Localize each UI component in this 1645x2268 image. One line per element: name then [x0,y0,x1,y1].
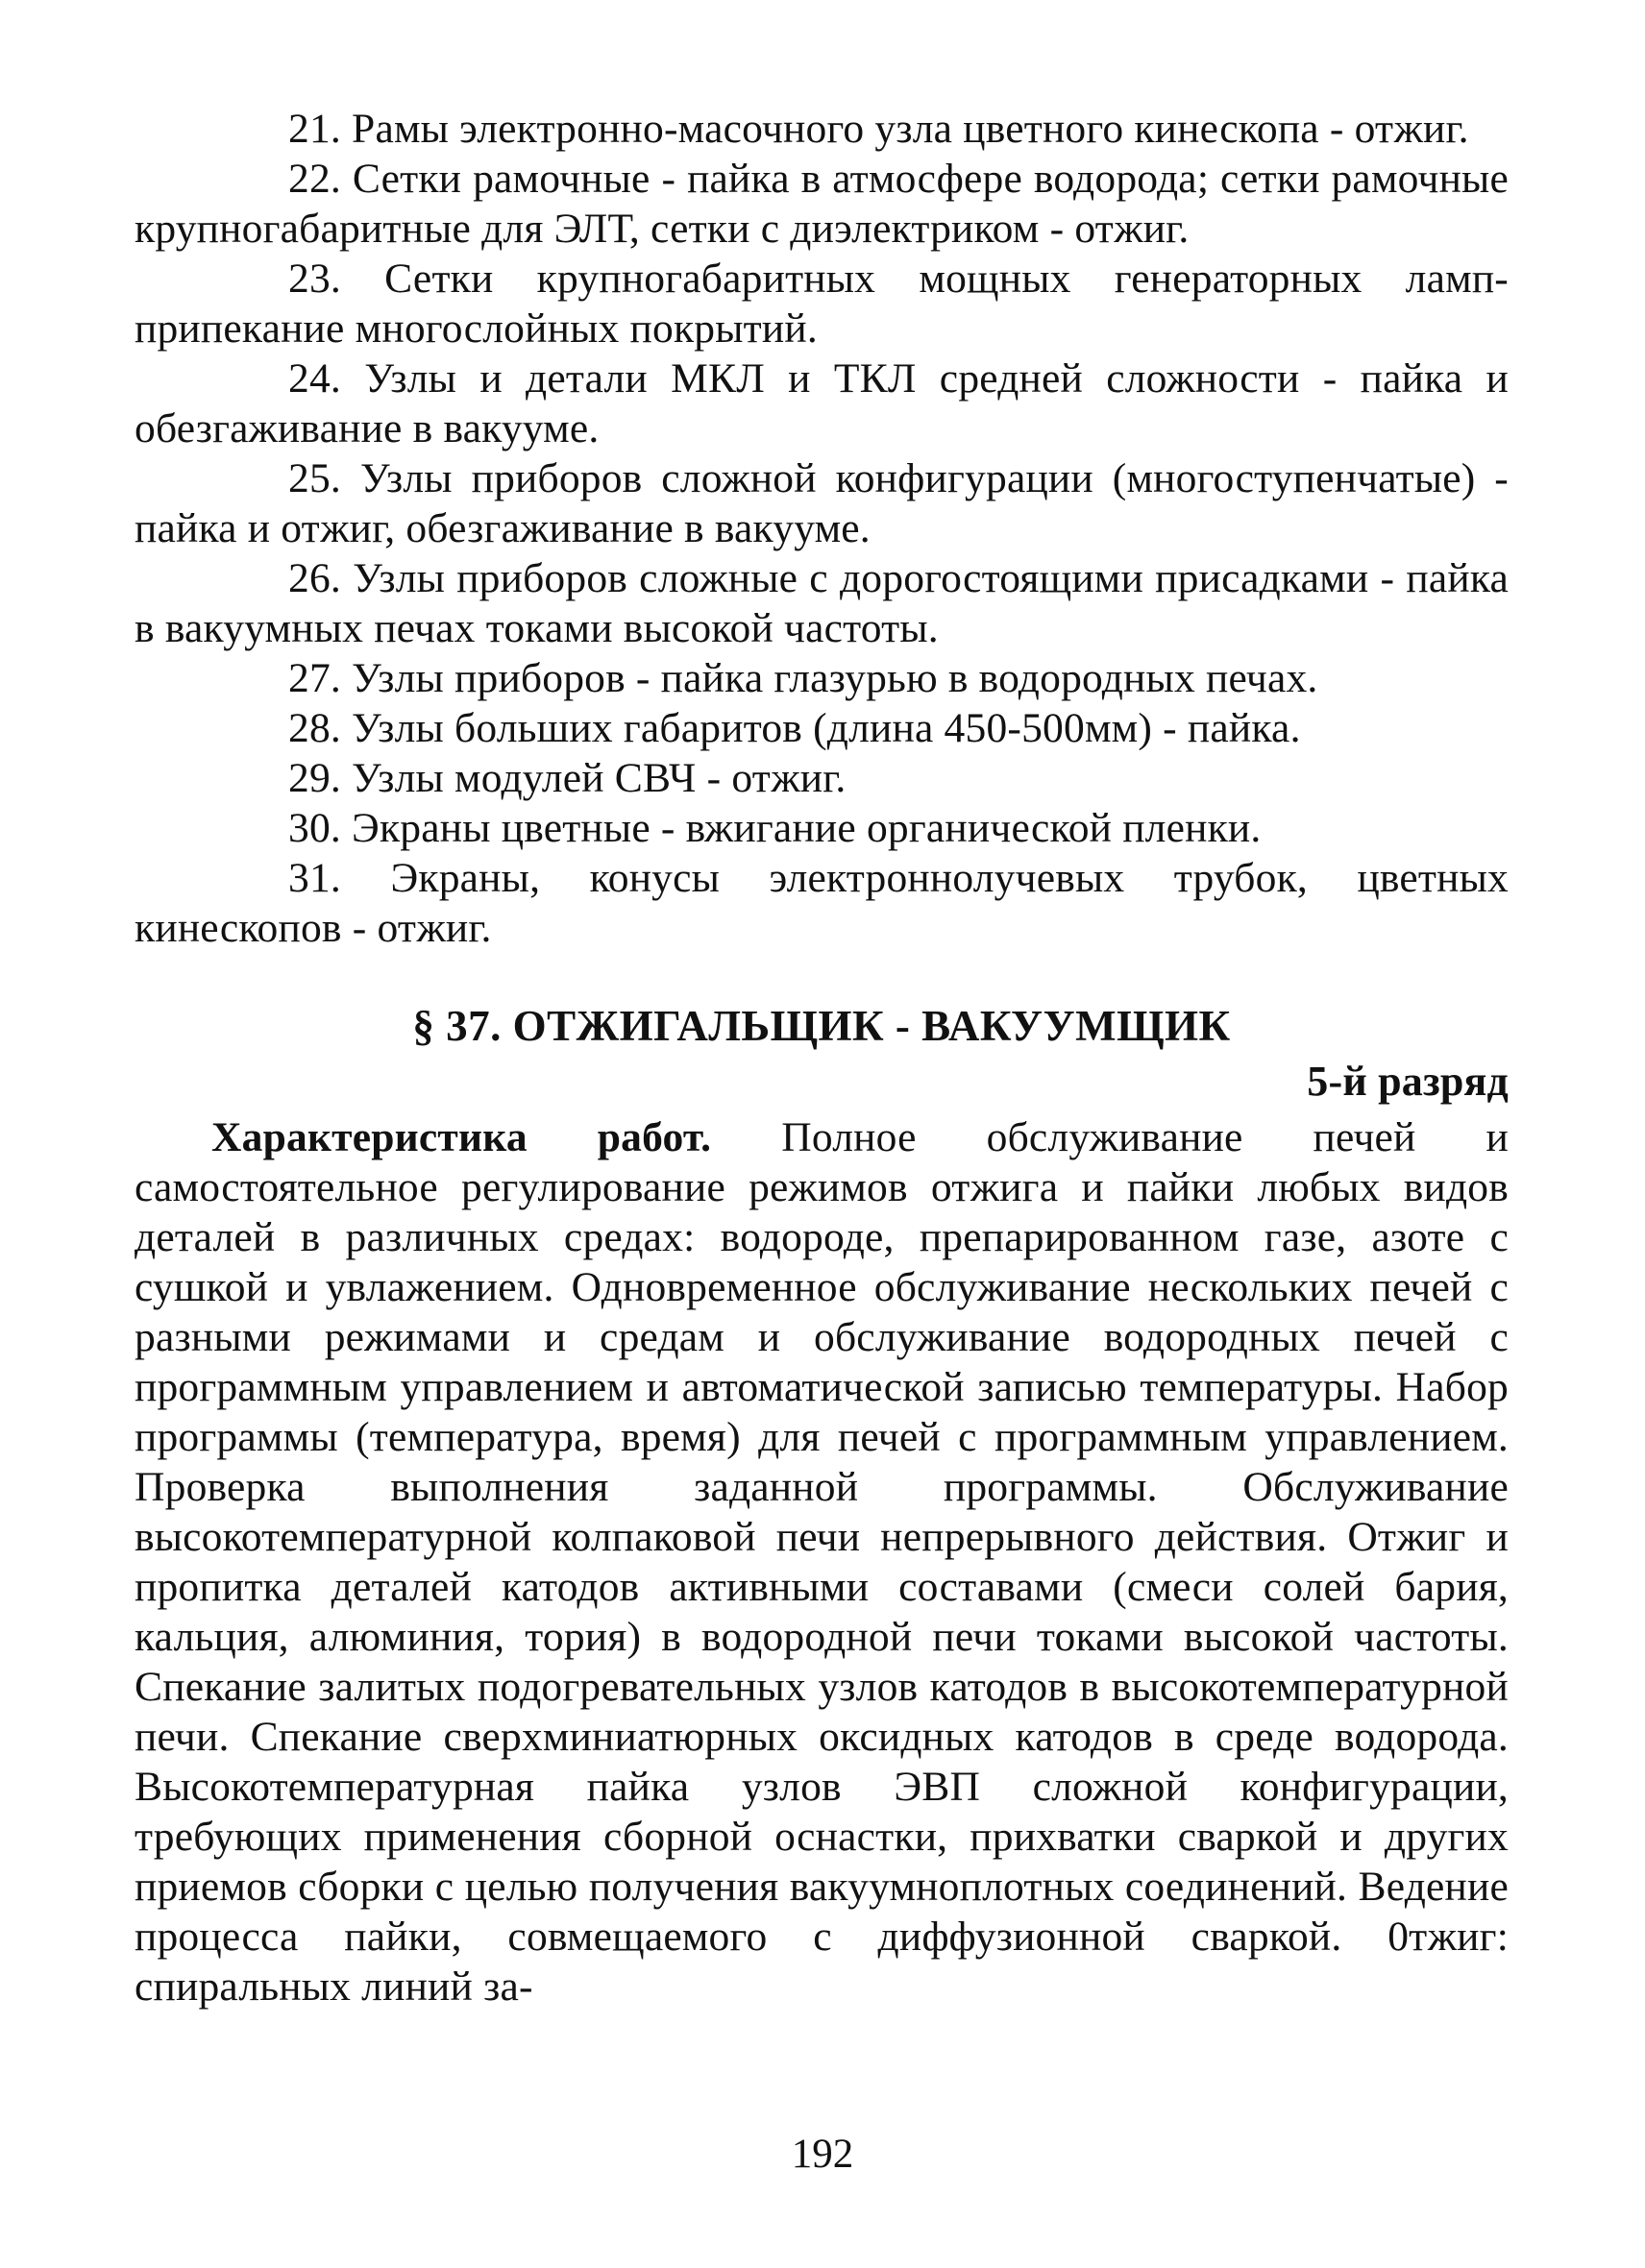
list-item: 23. Сетки крупногабаритных мощных генераторных ламп- припекание многослойных покрытий. [135,256,1509,352]
list-item: 22. Сетки рамочные - пайка в атмосфере водорода; сетки рамочные крупногабаритные для ЭЛТ, сетки с диэлектриком - отжиг. [135,156,1509,252]
rank-label: 5-й разряд [1307,1058,1509,1105]
list-item: 31. Экраны, конусы электроннолучевых трубок, цветных кинескопов - отжиг. [135,855,1509,951]
list-item: 21. Рамы электронно-масочного узла цветного кинескопа - отжиг. [288,106,1469,152]
list-item: 29. Узлы модулей СВЧ - отжиг. [288,755,847,801]
document-page [135,104,1509,2012]
list-item: 24. Узлы и детали МКЛ и ТКЛ средней сложности - пайка и обезгаживание в вакууме. [135,355,1509,451]
list-item: 26. Узлы приборов сложные с дорогостоящими присадками - пайка в вакуумных печах токами высокой частоты. [135,555,1509,651]
page-number: 192 [791,2132,854,2177]
list-item: 27. Узлы приборов - пайка глазурью в водородных печах. [288,655,1318,701]
list-item: 28. Узлы больших габаритов (длина 450-500мм) - пайка. [288,705,1301,751]
work-description-lead: Характеристика работ. [211,1114,712,1160]
work-description-body: Полное обслуживание печей и самостоятельное регулирование режимов отжига и пайки любых видов деталей в различных средах: водороде, препарированном газе, азоте с сушкой и увлажением. Одновременное обслуживание нескольких печей с разными режимами и средам и обслуживание водородных печей с программным управлением и автоматической записью температуры. Набор программы (температура, время) для печей с программным управлением. Проверка выполнения заданной программы. Обслуживание высокотемпературной колпаковой печи непрерывного действия. Отжиг и пропитка деталей катодов активными составами (смеси солей бария, кальция, алюминия, тория) в водородной печи токами высокой частоты. Спекание залитых подогревательных узлов катодов в высокотемпературной печи. Спекание сверхминиатюрных оксидных катодов в среде водорода. Высокотемпературная пайка узлов ЭВП сложной конфигурации, требующих применения сборной оснастки, прихватки сваркой и других приемов сборки с целью получения вакуумноплотных соединений. Ведение процесса пайки, совмещаемого с диффузионной сваркой. 0тжиг: спиральных линий за- [135,1114,1510,2010]
work-description [135,1112,1509,2012]
section-title: § 37. ОТЖИГАЛЬЩИК - ВАКУУМЩИК [412,1002,1231,1050]
list-item: 30. Экраны цветные - вжигание органической пленки. [288,805,1262,851]
list-item: 25. Узлы приборов сложной конфигурации (многоступенчатые) - пайка и отжиг, обезгаживание в вакууме. [135,455,1509,551]
numbered-list [135,104,1509,953]
